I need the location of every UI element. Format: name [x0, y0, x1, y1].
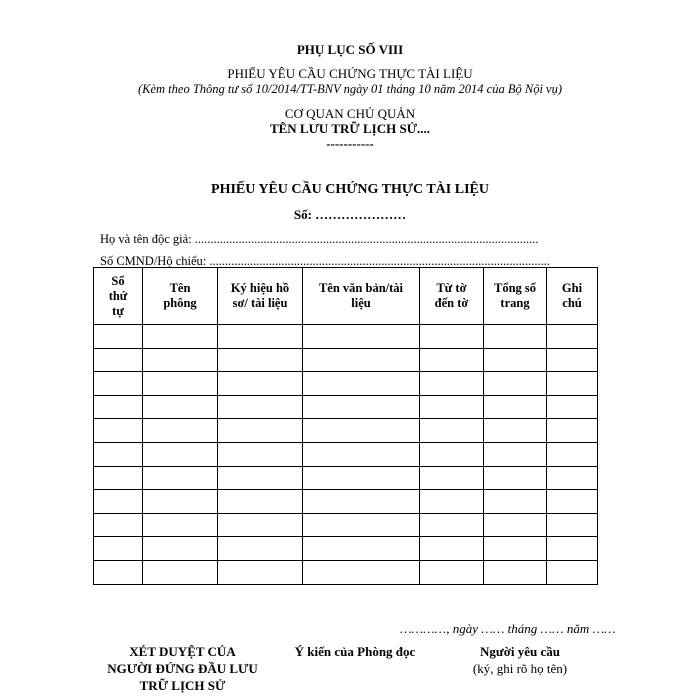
table-cell — [420, 419, 484, 443]
table-cell — [218, 348, 303, 372]
approval-signature-block — [95, 643, 270, 694]
table-cell — [303, 442, 420, 466]
requester-note: (ký, ghi rõ họ tên) — [472, 661, 568, 676]
table-cell — [420, 325, 484, 349]
table-cell — [143, 490, 218, 514]
table-cell — [420, 372, 484, 396]
table-row — [94, 395, 598, 419]
table-cell — [303, 513, 420, 537]
table-cell — [218, 442, 303, 466]
table-cell — [547, 419, 598, 443]
table-cell — [143, 466, 218, 490]
table-cell — [420, 466, 484, 490]
table-row — [94, 537, 598, 561]
table-row — [94, 419, 598, 443]
requester-title: Người yêu cầu — [480, 644, 560, 659]
form-title: PHIẾU YÊU CẦU CHỨNG THỰC TÀI LIỆU — [211, 182, 489, 197]
table-cell — [547, 325, 598, 349]
table-cell — [218, 513, 303, 537]
table-cell — [303, 466, 420, 490]
table-cell — [420, 537, 484, 561]
table-cell — [218, 395, 303, 419]
table-cell — [94, 325, 143, 349]
table-cell — [547, 513, 598, 537]
reader-name-line: Họ và tên độc giả: .............................................................................................................. — [100, 232, 539, 246]
table-row — [94, 466, 598, 490]
table-cell — [218, 466, 303, 490]
appendix-label: PHỤ LỤC SỐ VIII — [296, 42, 404, 57]
archive-name: TÊN LƯU TRỮ LỊCH SỬ.... — [269, 121, 431, 136]
table-cell — [94, 466, 143, 490]
table-cell — [94, 560, 143, 584]
table-cell — [143, 372, 218, 396]
table-cell — [484, 395, 547, 419]
table-cell — [484, 513, 547, 537]
governing-agency: CƠ QUAN CHỦ QUẢN — [284, 106, 416, 121]
table-cell — [94, 348, 143, 372]
table-cell — [484, 325, 547, 349]
table-row — [94, 348, 598, 372]
table-cell — [547, 537, 598, 561]
table-cell — [143, 325, 218, 349]
table-cell — [547, 442, 598, 466]
approval-title-line1: XÉT DUYỆT CỦA — [129, 644, 236, 659]
table-cell — [484, 419, 547, 443]
table-cell — [218, 372, 303, 396]
table-cell — [94, 442, 143, 466]
table-cell — [484, 466, 547, 490]
table-cell — [143, 348, 218, 372]
table-cell — [143, 395, 218, 419]
header-fonds: Tên phông — [143, 268, 218, 325]
id-number-line: Số CMND/Hộ chiếu: ............................................................................................................. — [100, 254, 550, 268]
table-cell — [143, 513, 218, 537]
table-cell — [420, 560, 484, 584]
form-heading: PHIẾU YÊU CẦU CHỨNG THỰC TÀI LIỆU — [227, 66, 473, 81]
table-cell — [420, 513, 484, 537]
table-cell — [94, 372, 143, 396]
table-cell — [303, 348, 420, 372]
table-cell — [94, 395, 143, 419]
table-cell — [218, 490, 303, 514]
requester-signature-block — [455, 643, 585, 677]
header-notes: Ghi chú — [547, 268, 598, 325]
table-cell — [484, 372, 547, 396]
table-cell — [143, 560, 218, 584]
table-cell — [484, 537, 547, 561]
table-cell — [218, 419, 303, 443]
table-header-row — [94, 268, 598, 325]
table-cell — [218, 560, 303, 584]
table-cell — [484, 490, 547, 514]
table-cell — [143, 537, 218, 561]
table-cell — [303, 395, 420, 419]
table-cell — [218, 325, 303, 349]
legal-reference: (Kèm theo Thông tư số 10/2014/TT-BNV ngày 01 tháng 10 năm 2014 của Bộ Nội vụ) — [137, 82, 563, 96]
table-cell — [303, 325, 420, 349]
table-cell — [420, 395, 484, 419]
table-cell — [143, 419, 218, 443]
header-file-code: Ký hiệu hồ sơ/ tài liệu — [218, 268, 303, 325]
table-cell — [218, 537, 303, 561]
table-cell — [484, 560, 547, 584]
approval-title-line3: TRỮ LỊCH SỬ — [139, 678, 226, 693]
table-cell — [547, 348, 598, 372]
table-cell — [303, 419, 420, 443]
table-cell — [547, 466, 598, 490]
request-table — [93, 267, 598, 585]
table-cell — [547, 395, 598, 419]
table-cell — [303, 372, 420, 396]
date-line: …………, ngày …… tháng …… năm …… — [400, 621, 616, 636]
table-row — [94, 325, 598, 349]
header-page-range: Từ tờ đến tờ — [420, 268, 484, 325]
table-row — [94, 442, 598, 466]
table-cell — [420, 348, 484, 372]
table-body — [94, 325, 598, 585]
table-row — [94, 372, 598, 396]
table-cell — [303, 560, 420, 584]
header-total-pages: Tổng số trang — [484, 268, 547, 325]
header-divider: ----------- — [326, 136, 374, 151]
reading-room-opinion: Ý kiến của Phòng đọc — [294, 644, 416, 659]
table-cell — [143, 442, 218, 466]
table-row — [94, 560, 598, 584]
table-cell — [547, 490, 598, 514]
table-row — [94, 513, 598, 537]
header-document-title: Tên văn bản/tài liệu — [303, 268, 420, 325]
form-number-line: Số: ………………… — [293, 207, 407, 222]
table-cell — [94, 490, 143, 514]
table-cell — [484, 442, 547, 466]
table-cell — [94, 537, 143, 561]
table-cell — [94, 419, 143, 443]
table-cell — [303, 537, 420, 561]
table-row — [94, 490, 598, 514]
table-cell — [94, 513, 143, 537]
table-cell — [303, 490, 420, 514]
approval-title-line2: NGƯỜI ĐỨNG ĐẦU LƯU — [107, 661, 258, 676]
table-cell — [547, 560, 598, 584]
table-cell — [420, 490, 484, 514]
table-cell — [420, 442, 484, 466]
table-cell — [484, 348, 547, 372]
header-ordinal: Số thứ tự — [94, 268, 143, 325]
table-cell — [547, 372, 598, 396]
